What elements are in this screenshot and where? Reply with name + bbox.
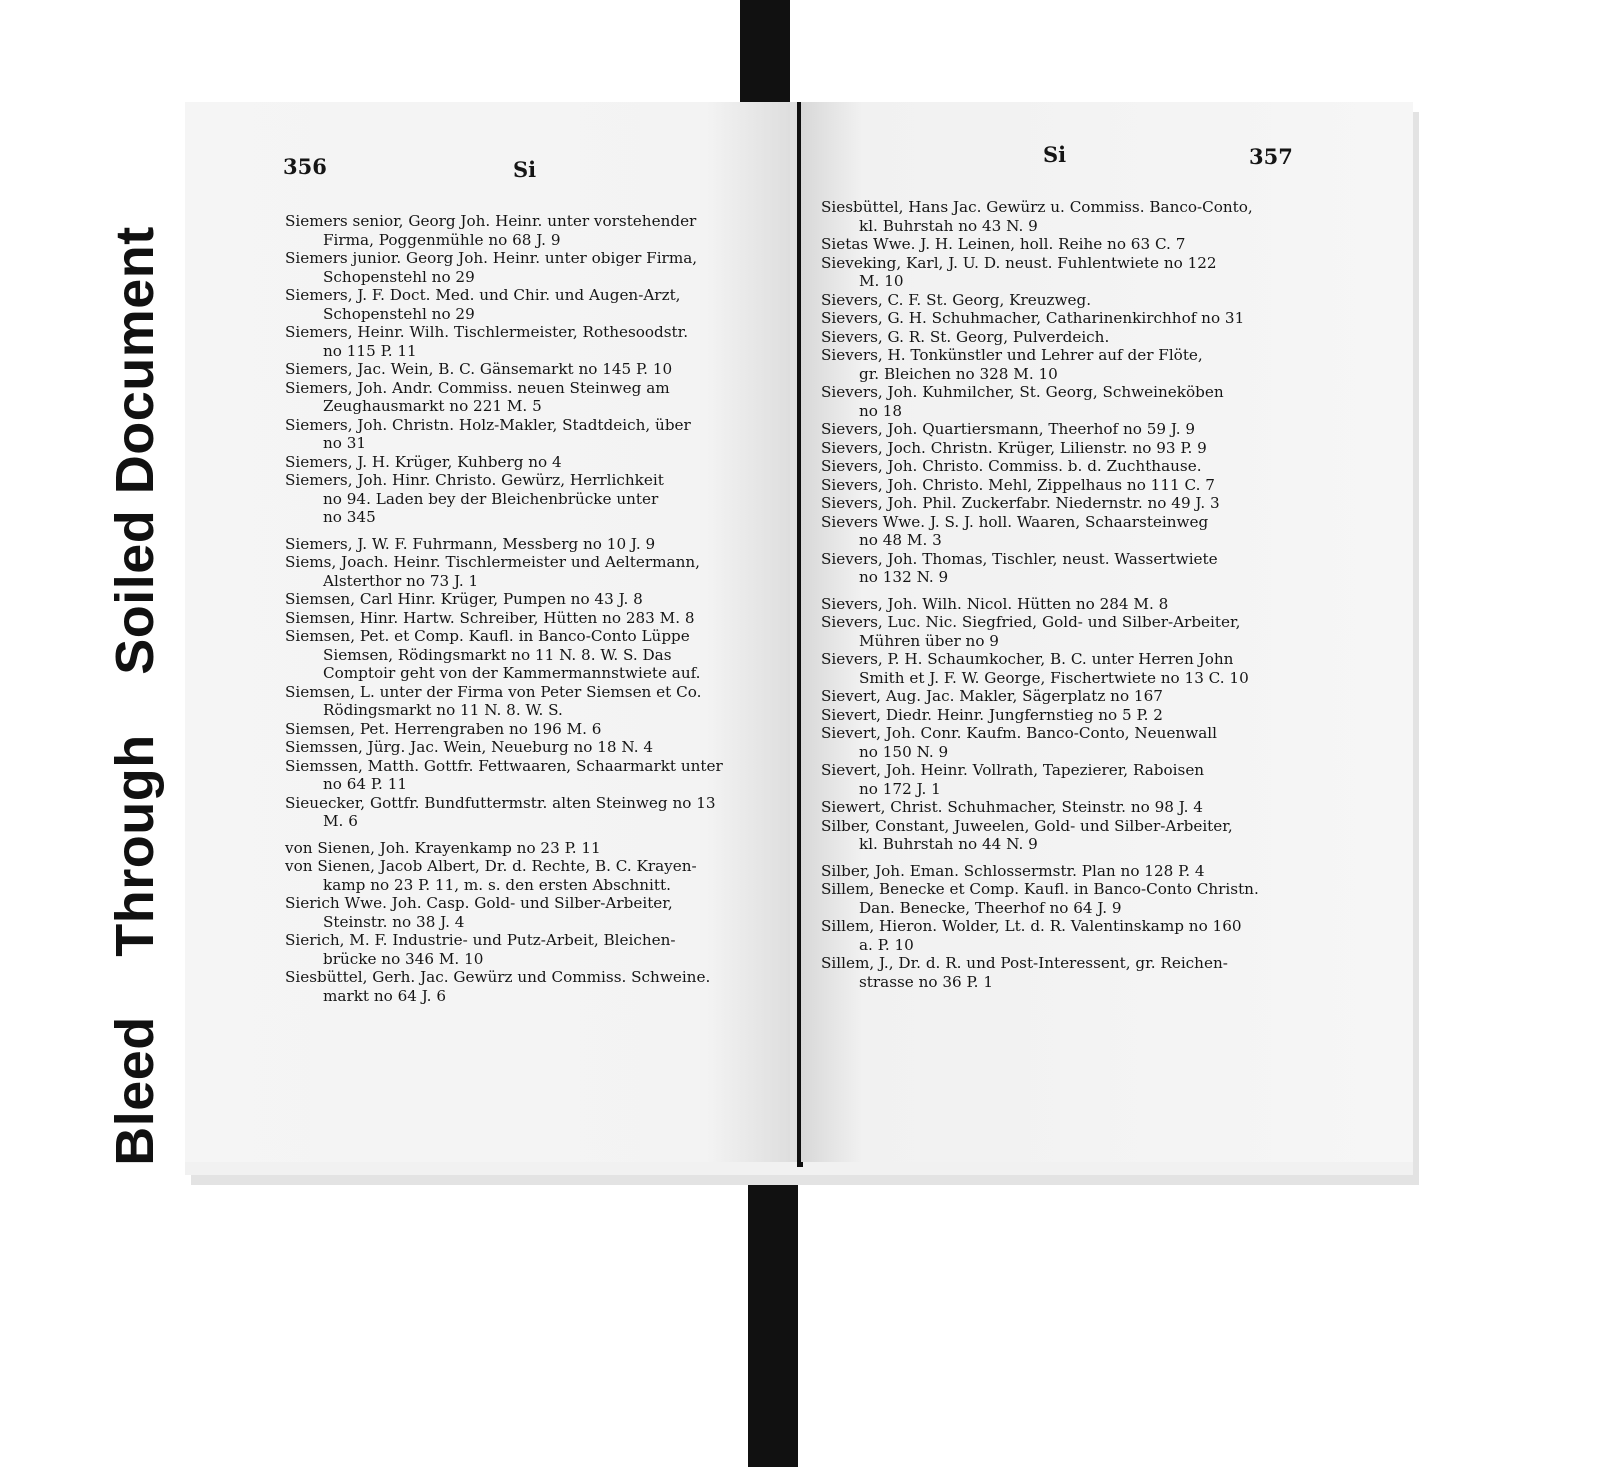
entry-continuation-line: gr. Bleichen no 328 M. 10 xyxy=(859,364,1058,383)
entry-line: Sievers, Joh. Thomas, Tischler, neust. Wassertwiete xyxy=(821,549,1218,568)
entry-continuation-line: Mühren über no 9 xyxy=(859,631,999,650)
entry-line: Siemssen, Matth. Gottfr. Fettwaaren, Schaarmarkt unter xyxy=(285,756,723,775)
directory-entry xyxy=(821,291,1321,310)
entry-line: Sievert, Joh. Conr. Kaufm. Banco-Conto, Neuenwall xyxy=(821,724,1217,742)
entry-continuation-line: kl. Buhrstah no 43 N. 9 xyxy=(859,216,1038,235)
right-page xyxy=(801,102,1413,1162)
entry-continuation-line: Zeughausmarkt no 221 M. 5 xyxy=(323,397,542,415)
entry-line: Sillem, Hieron. Wolder, Lt. d. R. Valentinskamp no 160 xyxy=(821,917,1242,935)
left-page xyxy=(185,102,799,1162)
entry-line: Sievert, Aug. Jac. Makler, Sägerplatz no 167 xyxy=(821,687,1163,705)
entry-line: Sievers, Luc. Nic. Siegfried, Gold- und Silber-Arbeiter, xyxy=(821,613,1241,631)
directory-entry xyxy=(285,471,785,527)
entry-line: Siemers, J. H. Krüger, Kuhberg no 4 xyxy=(285,452,562,471)
entry-continuation-line: markt no 64 J. 6 xyxy=(323,986,446,1005)
entry-line: Sievers, Joh. Kuhmilcher, St. Georg, Schweineköben xyxy=(821,383,1224,401)
entry-continuation-line: kamp no 23 P. 11, m. s. den ersten Abschnitt. xyxy=(323,875,671,894)
directory-entry xyxy=(285,757,785,794)
entry-line: Siemers, J. W. F. Fuhrmann, Messberg no 10 J. 9 xyxy=(285,534,656,553)
directory-entry xyxy=(285,738,785,757)
directory-entry xyxy=(821,550,1321,587)
directory-entry xyxy=(285,249,785,286)
directory-entry xyxy=(821,198,1321,235)
entry-line: Siemsen, Hinr. Hartw. Schreiber, Hütten no 283 M. 8 xyxy=(285,608,695,627)
entry-continuation-line: no 150 N. 9 xyxy=(859,742,949,761)
directory-entry xyxy=(285,683,785,720)
right-running-head: Si xyxy=(1043,142,1067,167)
entry-line: Sievers, Joh. Phil. Zuckerfabr. Niedernstr. no 49 J. 3 xyxy=(821,494,1220,512)
entry-line: Siesbüttel, Gerh. Jac. Gewürz und Commiss. Schweine. xyxy=(285,968,711,986)
entry-line: von Sienen, Jacob Albert, Dr. d. Rechte, B. C. Krayen- xyxy=(285,857,697,875)
left-page-number: 356 xyxy=(283,154,327,179)
entry-line: Sievers, Joh. Wilh. Nicol. Hütten no 284 M. 8 xyxy=(821,594,1169,613)
directory-entry xyxy=(285,453,785,472)
directory-entry xyxy=(285,931,785,968)
directory-entry xyxy=(285,323,785,360)
entry-line: Silber, Joh. Eman. Schlossermstr. Plan no 128 P. 4 xyxy=(821,861,1205,880)
entry-line: Siems, Joach. Heinr. Tischlermeister und Aeltermann, xyxy=(285,553,700,571)
entry-line: Siemers, Jac. Wein, B. C. Gänsemarkt no 145 P. 10 xyxy=(285,360,673,378)
entry-continuation-line: Schopenstehl no 29 xyxy=(323,304,475,323)
entry-line: Sievers, H. Tonkünstler und Lehrer auf der Flöte, xyxy=(821,346,1203,364)
entry-line: Siesbüttel, Hans Jac. Gewürz u. Commiss. Banco-Conto, xyxy=(821,198,1253,216)
entry-continuation-line: Firma, Poggenmühle no 68 J. 9 xyxy=(323,230,561,249)
entry-line: Siemers, Joh. Andr. Commiss. neuen Steinweg am xyxy=(285,378,670,397)
directory-entry xyxy=(285,553,785,590)
directory-entry xyxy=(821,761,1321,798)
entry-continuation-line: M. 6 xyxy=(323,812,358,830)
entry-line: Sievers Wwe. J. S. J. holl. Waaren, Schaarsteinweg xyxy=(821,512,1209,531)
film-strip-bottom xyxy=(748,1173,798,1467)
entry-line: Silber, Constant, Juweelen, Gold- und Silber-Arbeiter, xyxy=(821,816,1233,835)
entry-line: Sillem, J., Dr. d. R. und Post-Interessent, gr. Reichen- xyxy=(821,954,1228,972)
entry-line: Siemers, Heinr. Wilh. Tischlermeister, Rothesoodstr. xyxy=(285,323,689,341)
entry-line: Siemssen, Jürg. Jac. Wein, Neueburg no 18 N. 4 xyxy=(285,738,654,756)
directory-entry xyxy=(821,613,1321,650)
film-strip-top xyxy=(740,0,790,118)
entry-continuation-line: no 64 P. 11 xyxy=(323,775,408,793)
entry-continuation-line: kl. Buhrstah no 44 N. 9 xyxy=(859,835,1038,853)
entry-continuation-line: no 94. Laden bey der Bleichenbrücke unter xyxy=(323,489,659,508)
directory-entry xyxy=(285,894,785,931)
directory-entry xyxy=(821,724,1321,761)
right-page-number: 357 xyxy=(1249,144,1293,169)
directory-entry xyxy=(821,880,1321,917)
directory-entry xyxy=(285,627,785,683)
entry-line: Siemsen, L. unter der Firma von Peter Siemsen et Co. xyxy=(285,682,702,701)
directory-entry xyxy=(285,857,785,894)
entry-continuation-line: no 345 xyxy=(323,508,376,526)
directory-entry xyxy=(821,383,1321,420)
entry-line: Sievers, G. H. Schuhmacher, Catharinenkirchhof no 31 xyxy=(821,309,1245,327)
entry-line: Siemers junior. Georg Joh. Heinr. unter obiger Firma, xyxy=(285,249,698,267)
directory-entry xyxy=(821,494,1321,513)
entry-line: Sietas Wwe. J. H. Leinen, holl. Reihe no 63 C. 7 xyxy=(821,235,1186,253)
entry-line: Sierich Wwe. Joh. Casp. Gold- und Silber-Arbeiter, xyxy=(285,894,673,912)
entry-line: Siewert, Christ. Schuhmacher, Steinstr. no 98 J. 4 xyxy=(821,798,1203,816)
entry-continuation-line: Smith et J. F. W. George, Fischertwiete no 13 C. 10 xyxy=(859,668,1249,687)
directory-entry xyxy=(821,457,1321,476)
directory-entry xyxy=(821,798,1321,817)
label-soiled-document: Soiled Document xyxy=(105,226,165,675)
entry-line: Sievers, C. F. St. Georg, Kreuzweg. xyxy=(821,290,1092,309)
directory-entry xyxy=(821,328,1321,347)
entry-continuation-line: M. 10 xyxy=(859,272,904,290)
entry-continuation-line: strasse no 36 P. 1 xyxy=(859,972,993,991)
directory-entry xyxy=(821,513,1321,550)
left-entries-list xyxy=(285,212,785,1005)
label-word-bleed: Bleed xyxy=(105,1016,165,1166)
directory-entry xyxy=(821,917,1321,954)
entry-continuation-line: no 31 xyxy=(323,434,367,452)
entry-continuation-line: Rödingsmarkt no 11 N. 8. W. S. xyxy=(323,701,563,719)
directory-entry xyxy=(821,862,1321,881)
left-running-head: Si xyxy=(513,157,537,182)
entry-line: Sievert, Joh. Heinr. Vollrath, Tapezierer, Raboisen xyxy=(821,761,1205,779)
directory-entry xyxy=(821,817,1321,854)
entry-line: Sillem, Benecke et Comp. Kaufl. in Banco-Conto Christn. xyxy=(821,880,1259,898)
entry-line: Sievers, G. R. St. Georg, Pulverdeich. xyxy=(821,327,1110,346)
label-word-through: Through xyxy=(105,734,165,957)
open-book xyxy=(185,102,1413,1175)
directory-entry xyxy=(821,706,1321,725)
directory-entry xyxy=(285,590,785,609)
entry-line: Siemsen, Pet. et Comp. Kaufl. in Banco-Conto Lüppe xyxy=(285,627,690,645)
directory-entry xyxy=(285,286,785,323)
entry-continuation-line: a. P. 10 xyxy=(859,935,914,954)
directory-entry xyxy=(821,687,1321,706)
directory-entry xyxy=(821,235,1321,254)
directory-entry xyxy=(285,379,785,416)
directory-entry xyxy=(285,416,785,453)
entry-continuation-line: Comptoir geht von der Kammermannstwiete auf. xyxy=(323,664,701,682)
entry-continuation-line: no 172 J. 1 xyxy=(859,779,941,798)
entry-line: Sievers, Joh. Christo. Commiss. b. d. Zuchthause. xyxy=(821,457,1202,475)
entry-line: Siemsen, Carl Hinr. Krüger, Pumpen no 43 J. 8 xyxy=(285,590,643,608)
entry-continuation-line: Siemsen, Rödingsmarkt no 11 N. 8. W. S. Das xyxy=(323,645,672,664)
directory-entry xyxy=(285,535,785,554)
directory-entry xyxy=(285,212,785,249)
entry-line: Sierich, M. F. Industrie- und Putz-Arbeit, Bleichen- xyxy=(285,931,676,949)
entry-line: Siemers, Joh. Hinr. Christo. Gewürz, Herrlichkeit xyxy=(285,471,664,489)
directory-entry xyxy=(821,309,1321,328)
directory-entry xyxy=(285,839,785,858)
entry-line: Sievers, Joh. Christo. Mehl, Zippelhaus no 111 C. 7 xyxy=(821,475,1215,494)
entry-line: von Sienen, Joh. Krayenkamp no 23 P. 11 xyxy=(285,838,601,857)
entry-continuation-line: no 115 P. 11 xyxy=(323,341,417,360)
entry-line: Sievers, Joh. Quartiersmann, Theerhof no 59 J. 9 xyxy=(821,420,1196,438)
directory-entry xyxy=(821,954,1321,991)
entry-continuation-line: Alsterthor no 73 J. 1 xyxy=(323,571,479,590)
directory-entry xyxy=(821,346,1321,383)
entry-continuation-line: Schopenstehl no 29 xyxy=(323,267,475,286)
directory-entry xyxy=(821,420,1321,439)
entry-line: Siemers senior, Georg Joh. Heinr. unter vorstehender xyxy=(285,212,697,230)
directory-entry xyxy=(821,650,1321,687)
entry-line: Sievers, Joch. Christn. Krüger, Lilienstr. no 93 P. 9 xyxy=(821,438,1207,457)
directory-entry xyxy=(285,720,785,739)
entry-line: Siemers, Joh. Christn. Holz-Makler, Stadtdeich, über xyxy=(285,415,691,434)
entry-continuation-line: brücke no 346 M. 10 xyxy=(323,949,484,968)
directory-entry xyxy=(821,595,1321,614)
directory-entry xyxy=(821,439,1321,458)
entry-line: Sieveking, Karl, J. U. D. neust. Fuhlentwiete no 122 xyxy=(821,253,1217,272)
condition-label xyxy=(104,196,166,1196)
directory-entry xyxy=(285,794,785,831)
entry-continuation-line: no 48 M. 3 xyxy=(859,531,942,549)
entry-line: Siemers, J. F. Doct. Med. und Chir. und Augen-Arzt, xyxy=(285,286,681,304)
directory-entry xyxy=(285,360,785,379)
directory-entry xyxy=(821,254,1321,291)
entry-continuation-line: Dan. Benecke, Theerhof no 64 J. 9 xyxy=(859,898,1122,917)
entry-continuation-line: Steinstr. no 38 J. 4 xyxy=(323,912,465,931)
entry-continuation-line: no 132 N. 9 xyxy=(859,568,949,586)
directory-entry xyxy=(821,476,1321,495)
right-entries-list xyxy=(821,198,1321,991)
entry-line: Sieuecker, Gottfr. Bundfuttermstr. alten Steinweg no 13 xyxy=(285,793,716,812)
entry-line: Siemsen, Pet. Herrengraben no 196 M. 6 xyxy=(285,719,602,738)
entry-line: Sievert, Diedr. Heinr. Jungfernstieg no 5 P. 2 xyxy=(821,705,1163,724)
directory-entry xyxy=(285,968,785,1005)
entry-continuation-line: no 18 xyxy=(859,401,903,420)
entry-line: Sievers, P. H. Schaumkocher, B. C. unter Herren John xyxy=(821,650,1234,668)
directory-entry xyxy=(285,609,785,628)
